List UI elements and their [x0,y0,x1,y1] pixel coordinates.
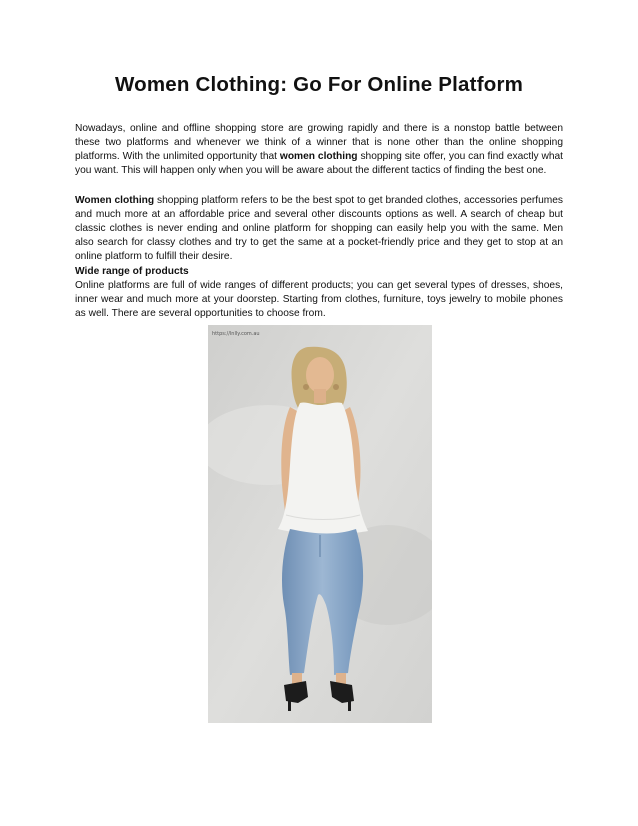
second-text: shopping platform refers to be the best spot to get branded clothes, accessories perfumes and much more at an affordable price and several other discounts options as well. A search of cheap but classic clothes is never ending and online platform for shopping can easily help you with the same. Men also search for classy clothes and try to get the same at a pocket-friendly price and they get to stop at an online platform to fulfill their desire. [75,195,563,263]
photo-watermark: https://lnlly.com.au [212,331,260,337]
products-section [75,265,563,321]
product-photo [208,325,432,723]
intro-paragraph [75,122,563,178]
intro-text-end: shopping site offer, you can find exactly what you want. This will happen only when you will be aware about the different tactics of finding the best one. [75,151,563,177]
model-photo-illustration [208,325,432,723]
document-title: Women Clothing: Go For Online Platform [114,73,524,96]
section-text: Online platforms are full of wide ranges of different products; you can get several types of dresses, shoes, inner wear and much more at your doorstep. Starting from clothes, furniture, toys jewelry to mobile phones as well. There are several opportunities to choose from. [75,280,563,320]
intro-text-start: Nowadays, online and offline shopping store are growing rapidly and there is a nonstop battle between these two platforms and whenever we think of a winner that is none other than the online shopping platforms. With the unlimited opportunity that [75,123,563,163]
second-keyword: Women clothing [75,195,155,206]
section-heading: Wide range of products [75,266,189,277]
face [306,357,334,393]
second-paragraph [75,194,563,264]
intro-keyword: women clothing [279,151,358,163]
